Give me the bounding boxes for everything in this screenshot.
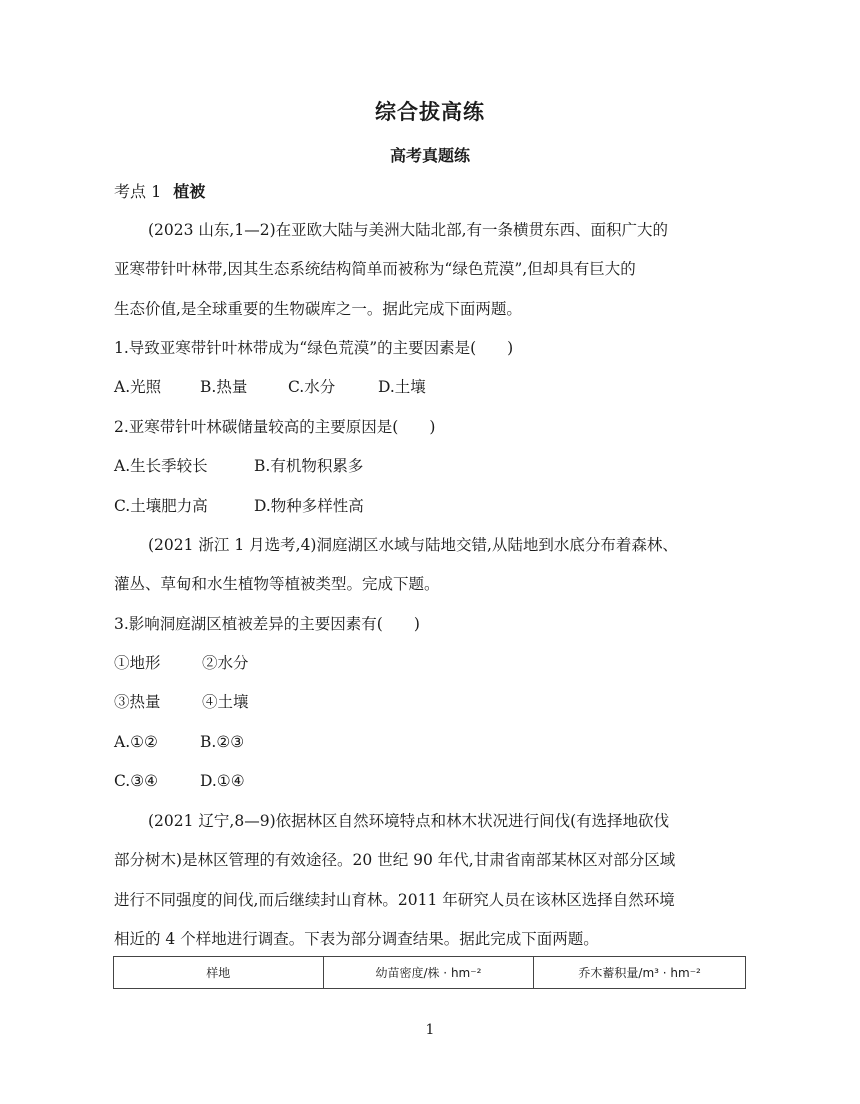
- survey-table: [113, 956, 746, 989]
- question-3-item-2: ②水分: [202, 654, 249, 672]
- question-1-option-d[interactable]: D.土壤: [378, 378, 426, 396]
- question-2-option-c[interactable]: C.土壤肥力高: [114, 497, 208, 515]
- question-3-option-a[interactable]: A.①②: [114, 733, 158, 751]
- question-3-option-b[interactable]: B.②③: [200, 733, 245, 751]
- table-header-tree-volume: 乔木蓄积量/m³ · hm⁻²: [534, 957, 746, 989]
- table-header-site: 样地: [114, 957, 324, 989]
- passage-2-line-1: (2021 浙江 1 月选考,4)洞庭湖区水域与陆地交错,从陆地到水底分布着森林、: [148, 536, 678, 554]
- question-2-option-a[interactable]: A.生长季较长: [114, 457, 208, 475]
- question-3-options-row-2: [114, 771, 245, 791]
- question-2-stem: 2.亚寒带针叶林碳储量较高的主要原因是( ): [114, 418, 436, 436]
- passage-3-line-3: 进行不同强度的间伐,而后继续封山育林。2011 年研究人员在该林区选择自然环境: [114, 891, 675, 909]
- passage-3-line-1: (2021 辽宁,8—9)依据林区自然环境特点和林木状况进行间伐(有选择地砍伐: [148, 812, 670, 830]
- passage-2-line-2: 灌丛、草甸和水生植物等植被类型。完成下题。: [114, 575, 440, 593]
- question-2-options-row-2: [114, 496, 364, 516]
- question-1-stem: 1.导致亚寒带针叶林带成为“绿色荒漠”的主要因素是( ): [114, 339, 514, 357]
- passage-3-line-4: 相近的 4 个样地进行调查。下表为部分调查结果。据此完成下面两题。: [114, 930, 599, 948]
- table-header-seedling-density: 幼苗密度/株 · hm⁻²: [323, 957, 534, 989]
- question-1-option-c[interactable]: C.水分: [288, 378, 336, 396]
- question-3-item-1: ①地形: [114, 654, 161, 672]
- page-title: 综合拔高练: [375, 100, 485, 124]
- question-2-option-d[interactable]: D.物种多样性高: [254, 497, 364, 515]
- passage-1-line-2: 亚寒带针叶林带,因其生态系统结构简单而被称为“绿色荒漠”,但却具有巨大的: [114, 260, 636, 278]
- passage-3-line-2: 部分树木)是林区管理的有效途径。20 世纪 90 年代,甘肃省南部某林区对部分区域: [114, 851, 676, 869]
- question-2-options-row-1: [114, 456, 363, 476]
- page-number: 1: [425, 1022, 435, 1038]
- page-subtitle: 高考真题练: [389, 146, 470, 165]
- question-2-option-b[interactable]: B.有机物积累多: [254, 457, 364, 475]
- question-1-options: [114, 377, 426, 397]
- question-3-option-d[interactable]: D.①④: [200, 772, 245, 790]
- section-label: 植被: [173, 182, 206, 201]
- passage-1-line-3: 生态价值,是全球重要的生物碳库之一。据此完成下面两题。: [114, 300, 522, 318]
- section-number: 考点 1: [114, 182, 162, 201]
- question-3-item-4: ④土壤: [202, 693, 249, 711]
- question-3-options-row-1: [114, 732, 244, 752]
- question-3-option-c[interactable]: C.③④: [114, 772, 159, 790]
- question-3-items-row-2: [114, 692, 249, 712]
- section-heading: [114, 179, 205, 202]
- table-header-row: [114, 957, 746, 989]
- question-1-option-b[interactable]: B.热量: [200, 378, 248, 396]
- question-3-item-3: ③热量: [114, 693, 161, 711]
- question-1-option-a[interactable]: A.光照: [114, 378, 162, 396]
- question-3-items-row-1: [114, 653, 249, 673]
- question-3-stem: 3.影响洞庭湖区植被差异的主要因素有( ): [114, 615, 420, 633]
- passage-1-line-1: (2023 山东,1—2)在亚欧大陆与美洲大陆北部,有一条横贯东西、面积广大的: [148, 221, 669, 239]
